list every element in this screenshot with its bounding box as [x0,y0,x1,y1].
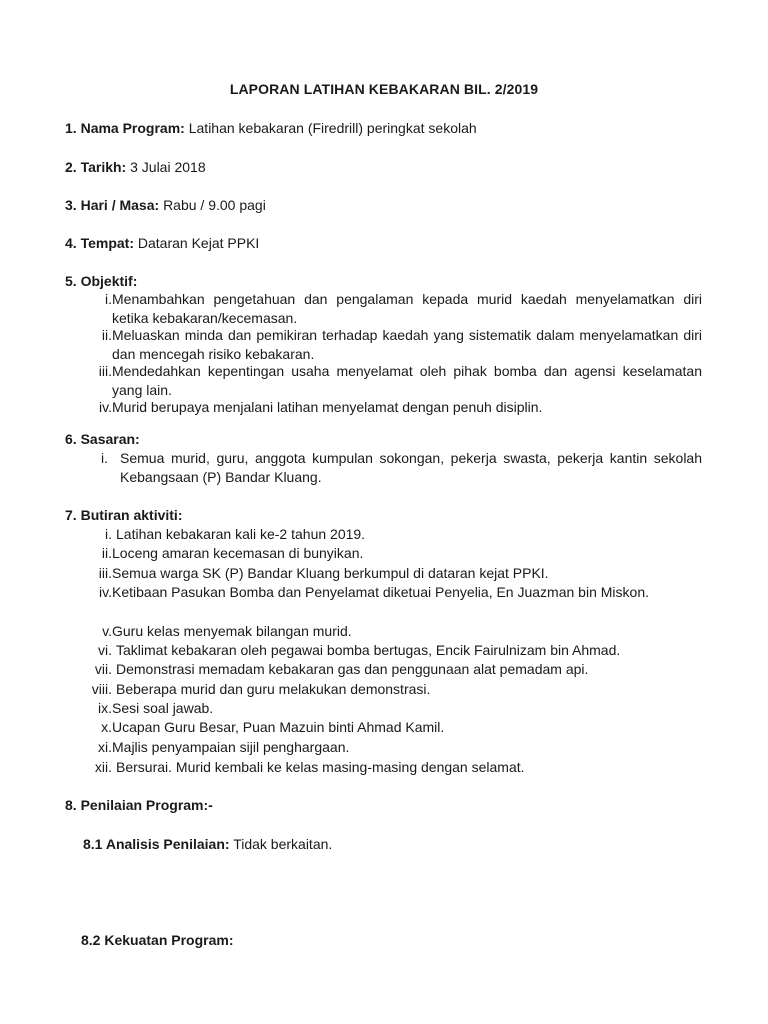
section-number: 4. [65,235,77,251]
subsection-label: 8.1 Analisis Penilaian: [83,836,230,852]
section-number: 2. [65,159,77,175]
list-item-number: iv. [99,399,112,415]
list-item-text: Latihan kebakaran kali ke-2 tahun 2019. [116,526,366,542]
section-number: 3. [65,197,77,213]
list-item-text: Guru kelas menyemak bilangan murid. [112,623,352,639]
list-item-text: Menambahkan pengetahuan dan pengalaman kepada murid kaedah menyelamatkan diri ketika kebakaran/kecemasan. [112,291,702,326]
section-value: 3 Julai 2018 [130,159,206,175]
list-item-number: i. [105,526,112,542]
section-penilaian-heading [65,796,213,815]
list-item [80,583,680,621]
subsection-value: Tidak berkaitan. [233,836,333,852]
list-item-number: iii. [98,565,112,581]
list-item [96,449,702,487]
list-item [84,290,702,328]
list-item-text: Beberapa murid dan guru melakukan demonstrasi. [116,681,431,697]
subsection-label: 8.2 Kekuatan Program: [81,932,234,948]
list-item-text: Semua murid, guru, anggota kumpulan sokongan, pekerja swasta, pekerja kantin sekolah Kebangsaan (P) Bandar Kluang. [120,450,702,485]
list-item [84,362,702,400]
list-item-number: vii. [94,661,112,677]
section-number: 5. [65,273,77,289]
section-label: Sasaran: [80,431,140,447]
list-item-number: i. [105,291,112,307]
list-item-text: Meluaskan minda dan pemikiran terhadap kaedah yang sistematik dalam menyelamatkan diri dan mencegah risiko kebakaran. [112,327,702,362]
section-butiran-heading [65,506,182,525]
list-item-text: Loceng amaran kecemasan di bunyikan. [112,545,364,561]
section-label: Objektif: [80,273,138,289]
document-title: LAPORAN LATIHAN KEBAKARAN BIL. 2/2019 [229,81,539,97]
subsection-kekuatan-program [81,931,234,950]
list-item-number: ii. [101,545,112,561]
section-value: Rabu / 9.00 pagi [163,197,266,213]
section-label: Penilaian Program:- [80,797,213,813]
section-number: 7. [65,507,77,523]
list-item [84,326,702,364]
section-number: 1. [65,120,77,136]
list-item-number: xii. [94,759,112,775]
list-item-text: Sesi soal jawab. [112,700,214,716]
section-value: Dataran Kejat PPKI [137,235,260,251]
list-item-text: Majlis penyampaian sijil penghargaan. [112,739,350,755]
list-item-number: ii. [101,327,112,343]
list-item-number: iii. [98,363,112,379]
list-item-text: Demonstrasi memadam kebakaran gas dan penggunaan alat pemadam api. [116,661,589,677]
list-item-number: viii. [91,681,112,697]
list-item-text [112,583,680,602]
list-item-number: ix. [98,700,112,716]
list-item-number: xi. [98,739,112,755]
list-item-number: i. [101,450,108,466]
list-item-number: x. [101,719,112,735]
section-value: Latihan kebakaran (Firedrill) peringkat sekolah [188,120,477,136]
section-nama-program [65,119,477,138]
section-number: 8. [65,797,77,813]
list-item [84,398,702,417]
list-item-number: iv. [99,584,112,600]
section-number: 6. [65,431,77,447]
list-item-number: vi. [98,642,112,658]
list-item-text: Taklimat kebakaran oleh pegawai bomba bertugas, Encik Fairulnizam bin Ahmad. [116,642,621,658]
section-label: Nama Program: [80,120,185,136]
section-label: Tarikh: [80,159,127,175]
section-label: Tempat: [80,235,134,251]
section-tempat [65,234,259,253]
section-hari-masa [65,196,266,215]
list-item-number: v. [102,623,112,639]
list-item-text: Bersurai. Murid kembali ke kelas masing-masing dengan selamat. [116,759,525,775]
subsection-analisis-penilaian [83,835,332,854]
section-tarikh [65,158,206,177]
section-label: Hari / Masa: [80,197,160,213]
list-item-text: Mendedahkan kepentingan usaha menyelamat oleh pihak bomba dan agensi keselamatan yang lain. [112,363,702,398]
list-item-text: Semua warga SK (P) Bandar Kluang berkumpul di dataran kejat PPKI. [112,565,549,581]
list-item-text: Ucapan Guru Besar, Puan Mazuin binti Ahmad Kamil. [112,719,445,735]
list-item-text-content: Ketibaan Pasukan Bomba dan Penyelamat diketuai Penyelia, En Juazman bin Miskon. [112,584,649,600]
section-sasaran-heading [65,430,140,449]
list-item-text: Murid berupaya menjalani latihan menyelamat dengan penuh disiplin. [112,399,543,415]
section-label: Butiran aktiviti: [80,507,183,523]
section-objektif-heading [65,272,137,291]
